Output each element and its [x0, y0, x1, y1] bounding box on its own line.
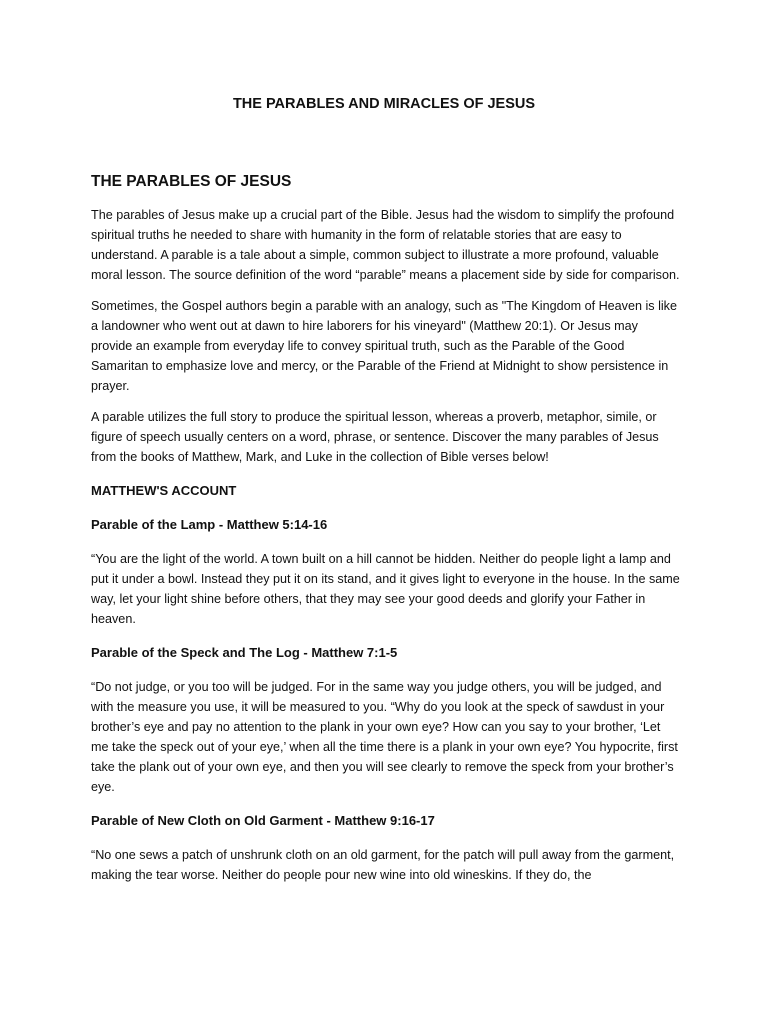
intro-paragraph: Sometimes, the Gospel authors begin a parable with an analogy, such as "The Kingdom of Heaven is like a landowner who went out at dawn to hire laborers for his vineyard" (Matthew 20:1). Or Jesus may provide an example from everyday life to convey spiritual truth, such as the Parable of the Good Samaritan to emphasize love and mercy, or the Parable of the Friend at Midnight to show persistence in prayer.: [91, 299, 677, 393]
parable-heading: Parable of the Speck and The Log - Matthew 7:1-5: [91, 645, 398, 660]
parable-heading: Parable of the Lamp - Matthew 5:14-16: [91, 517, 328, 532]
parable-heading: Parable of New Cloth on Old Garment - Matthew 9:16-17: [91, 813, 435, 828]
document-body: [91, 171, 681, 896]
account-heading: MATTHEW'S ACCOUNT: [91, 483, 237, 498]
section-title: THE PARABLES OF JESUS: [91, 173, 292, 190]
document-title: THE PARABLES AND MIRACLES OF JESUS: [232, 96, 536, 112]
intro-paragraph: The parables of Jesus make up a crucial part of the Bible. Jesus had the wisdom to simplify the profound spiritual truths he needed to share with humanity in the form of relatable stories that are easy to understand. A parable is a tale about a simple, common subject to illustrate a more profound, valuable moral lesson. The source definition of the word “parable” means a placement side by side for comparison.: [91, 208, 680, 282]
intro-paragraph: A parable utilizes the full story to produce the spiritual lesson, whereas a proverb, metaphor, simile, or figure of speech usually centers on a word, phrase, or sentence. Discover the many parables of Jesus from the books of Matthew, Mark, and Luke in the collection of Bible verses below!: [91, 410, 659, 464]
parable-text: “You are the light of the world. A town built on a hill cannot be hidden. Neither do people light a lamp and put it under a bowl. Instead they put it on its stand, and it gives light to everyone in the house. In the same way, let your light shine before others, that they may see your good deeds and glorify your Father in heaven.: [91, 552, 680, 626]
parable-text: “No one sews a patch of unshrunk cloth on an old garment, for the patch will pull away from the garment, making the tear worse. Neither do people pour new wine into old wineskins. If they do, the: [91, 848, 675, 882]
parable-text: “Do not judge, or you too will be judged. For in the same way you judge others, you will be judged, and with the measure you use, it will be measured to you. “Why do you look at the speck of sawdust in your brother’s eye and pay no attention to the plank in your own eye? How can you say to your brother, ‘Let me take the speck out of your eye,’ when all the time there is a plank in your own eye? You hypocrite, first take the plank out of your own eye, and then you will see clearly to remove the speck from your brother’s eye.: [91, 680, 678, 794]
